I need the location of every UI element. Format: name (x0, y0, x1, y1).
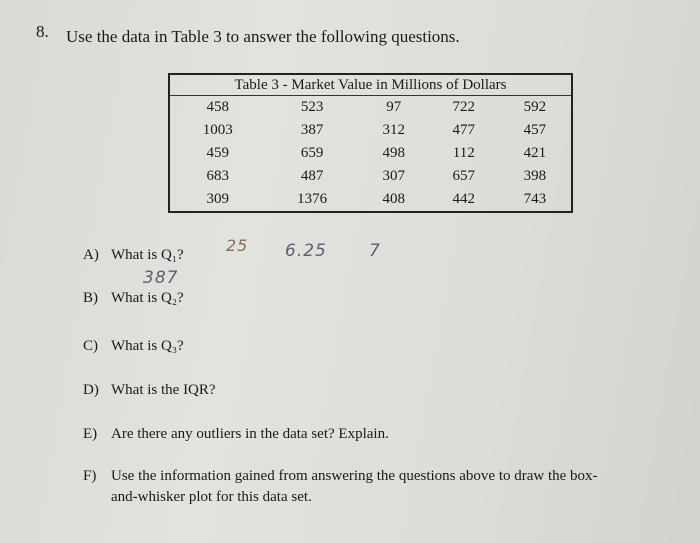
part-letter: D) (83, 382, 99, 398)
handwritten-note: 7 (369, 241, 381, 261)
table-cell: 458 (206, 99, 229, 115)
table-cell: 477 (452, 122, 476, 138)
part-letter: A) (83, 247, 99, 263)
table-cell: 309 (206, 191, 229, 207)
part-f-continued (111, 489, 312, 506)
table-cell: 722 (452, 99, 476, 115)
table-title: Table 3 - Market Value in Millions of Dollars (169, 74, 572, 96)
part-text: Use the information gained from answering the questions above to draw the box- (111, 468, 598, 484)
table-cell: 683 (206, 168, 229, 184)
part-b (83, 290, 184, 307)
question-text: Use the data in Table 3 to answer the following questions. (66, 27, 460, 46)
table-cell: 97 (386, 99, 402, 115)
table-row (169, 188, 572, 212)
table-cell: 312 (382, 122, 406, 138)
table-cell: 523 (300, 99, 324, 115)
part-a (83, 247, 184, 264)
table-row (169, 119, 572, 142)
table-cell: 743 (523, 191, 547, 207)
part-f (83, 468, 598, 485)
table-cell: 1376 (297, 191, 328, 207)
table-cell: 398 (523, 168, 547, 184)
table-cell: 459 (206, 145, 229, 161)
table-cell: 1003 (202, 122, 233, 138)
part-d (83, 382, 216, 399)
part-text: Are there any outliers in the data set? Explain. (111, 426, 389, 442)
table-cell: 408 (382, 191, 406, 207)
table-cell: 592 (523, 99, 547, 115)
part-text: What is Q₃? (111, 338, 184, 354)
part-text: and-whisker plot for this data set. (111, 489, 312, 505)
part-text: What is Q₁? (111, 247, 184, 263)
table-cell: 487 (300, 168, 324, 184)
table-row (169, 142, 572, 165)
part-letter: E) (83, 426, 98, 442)
table-cell: 421 (523, 145, 547, 161)
table-row (169, 165, 572, 188)
part-text: What is the IQR? (111, 382, 216, 398)
table-cell: 498 (382, 145, 406, 161)
handwritten-note: 6.25 (285, 241, 327, 261)
table-cell: 442 (452, 191, 476, 207)
part-text: What is Q₂? (111, 290, 184, 306)
table-cell: 112 (452, 145, 475, 161)
table-cell: 457 (523, 122, 547, 138)
part-c (83, 338, 184, 355)
data-table (168, 73, 573, 213)
table-cell: 657 (452, 168, 476, 184)
part-letter: B) (83, 290, 98, 306)
table-cell: 387 (300, 122, 324, 138)
part-e (83, 426, 389, 443)
question-number: 8. (36, 22, 49, 41)
table-cell: 659 (300, 145, 324, 161)
part-letter: C) (83, 338, 98, 354)
handwritten-note: 387 (143, 268, 179, 288)
handwritten-note: 25 (226, 236, 249, 255)
part-letter: F) (83, 468, 97, 484)
table-cell: 307 (382, 168, 406, 184)
table-row (169, 96, 572, 120)
